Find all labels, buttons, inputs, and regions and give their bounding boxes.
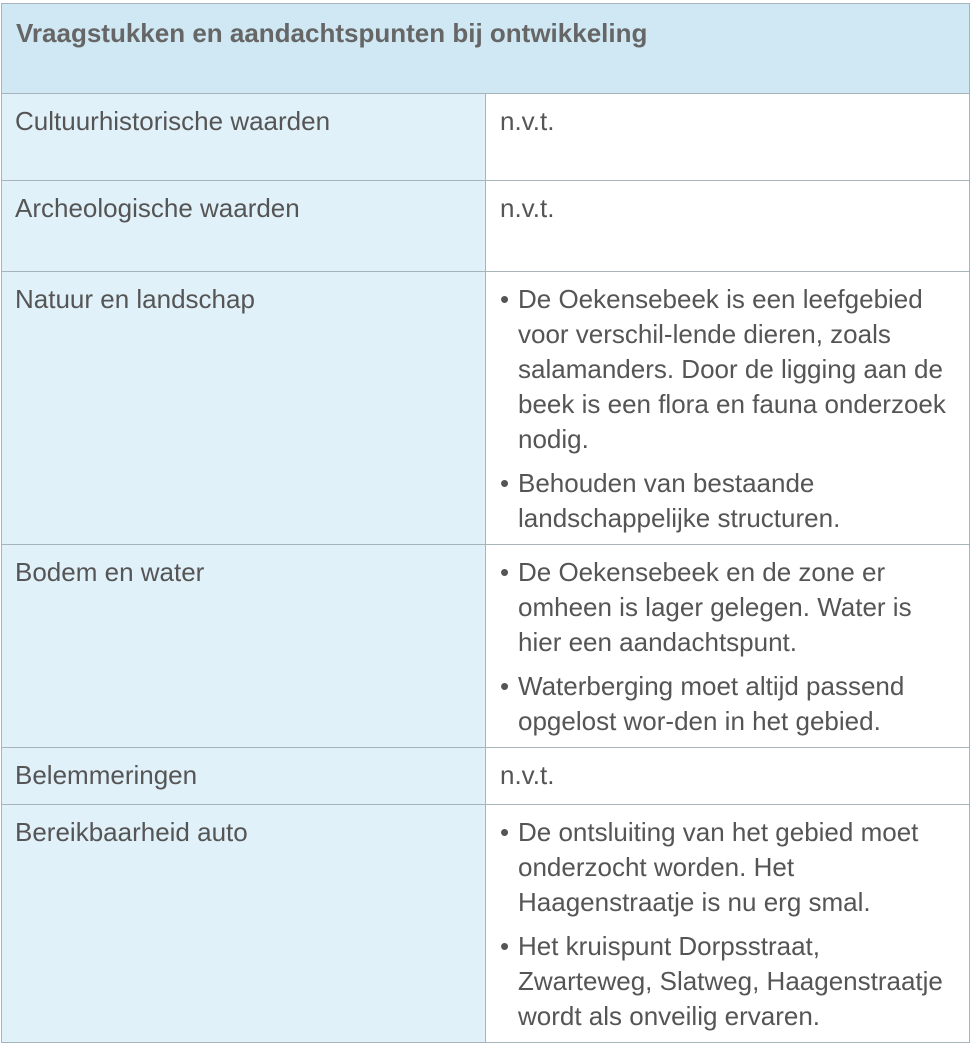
row-text: n.v.t.	[500, 760, 555, 790]
list-item	[500, 669, 957, 739]
row-label: Belemmeringen	[2, 748, 486, 805]
bullet-icon: •	[500, 557, 510, 587]
row-label: Archeologische waarden	[2, 181, 486, 272]
list-item	[500, 466, 957, 536]
bullet-icon: •	[500, 671, 510, 701]
table-row	[2, 545, 970, 748]
table-row	[2, 272, 970, 545]
row-content	[486, 272, 970, 545]
row-text: n.v.t.	[500, 193, 555, 223]
bullet-icon: •	[500, 931, 510, 961]
row-content	[486, 545, 970, 748]
list-item	[500, 815, 957, 920]
list-item-text: De ontsluiting van het gebied moet onderzocht worden. Het Haagenstraatje is nu erg smal.	[518, 817, 919, 917]
list-item-text: Behouden van bestaande landschappelijke structuren.	[518, 468, 841, 533]
table-row	[2, 748, 970, 805]
table-row	[2, 181, 970, 272]
row-content	[486, 805, 970, 1043]
list-item-text: De Oekensebeek is een leefgebied voor verschil-lende dieren, zoals salamanders. Door de ligging aan de beek is een flora en fauna onderzoek nodig.	[518, 284, 946, 454]
row-label: Natuur en landschap	[2, 272, 486, 545]
table-header-row	[2, 4, 970, 94]
table-row	[2, 94, 970, 181]
table-row	[2, 805, 970, 1043]
list-item-text: De Oekensebeek en de zone er omheen is lager gelegen. Water is hier een aandachtspunt.	[518, 557, 912, 657]
bullet-icon: •	[500, 817, 510, 847]
bullet-icon: •	[500, 284, 510, 314]
list-item-text: Het kruispunt Dorpsstraat, Zwarteweg, Slatweg, Haagenstraatje wordt als onveilig ervaren.	[518, 931, 943, 1031]
list-item-text: Waterberging moet altijd passend opgelost wor-den in het gebied.	[518, 671, 905, 736]
list-item	[500, 929, 957, 1034]
row-label: Bereikbaarheid auto	[2, 805, 486, 1043]
row-content	[486, 181, 970, 272]
row-content	[486, 94, 970, 181]
list-item	[500, 282, 957, 457]
table-title: Vraagstukken en aandachtspunten bij ontwikkeling	[2, 4, 970, 94]
row-text: n.v.t.	[500, 106, 555, 136]
development-issues-table	[1, 3, 970, 1043]
row-content	[486, 748, 970, 805]
list-item	[500, 555, 957, 660]
row-label: Bodem en water	[2, 545, 486, 748]
bullet-icon: •	[500, 468, 510, 498]
row-label: Cultuurhistorische waarden	[2, 94, 486, 181]
